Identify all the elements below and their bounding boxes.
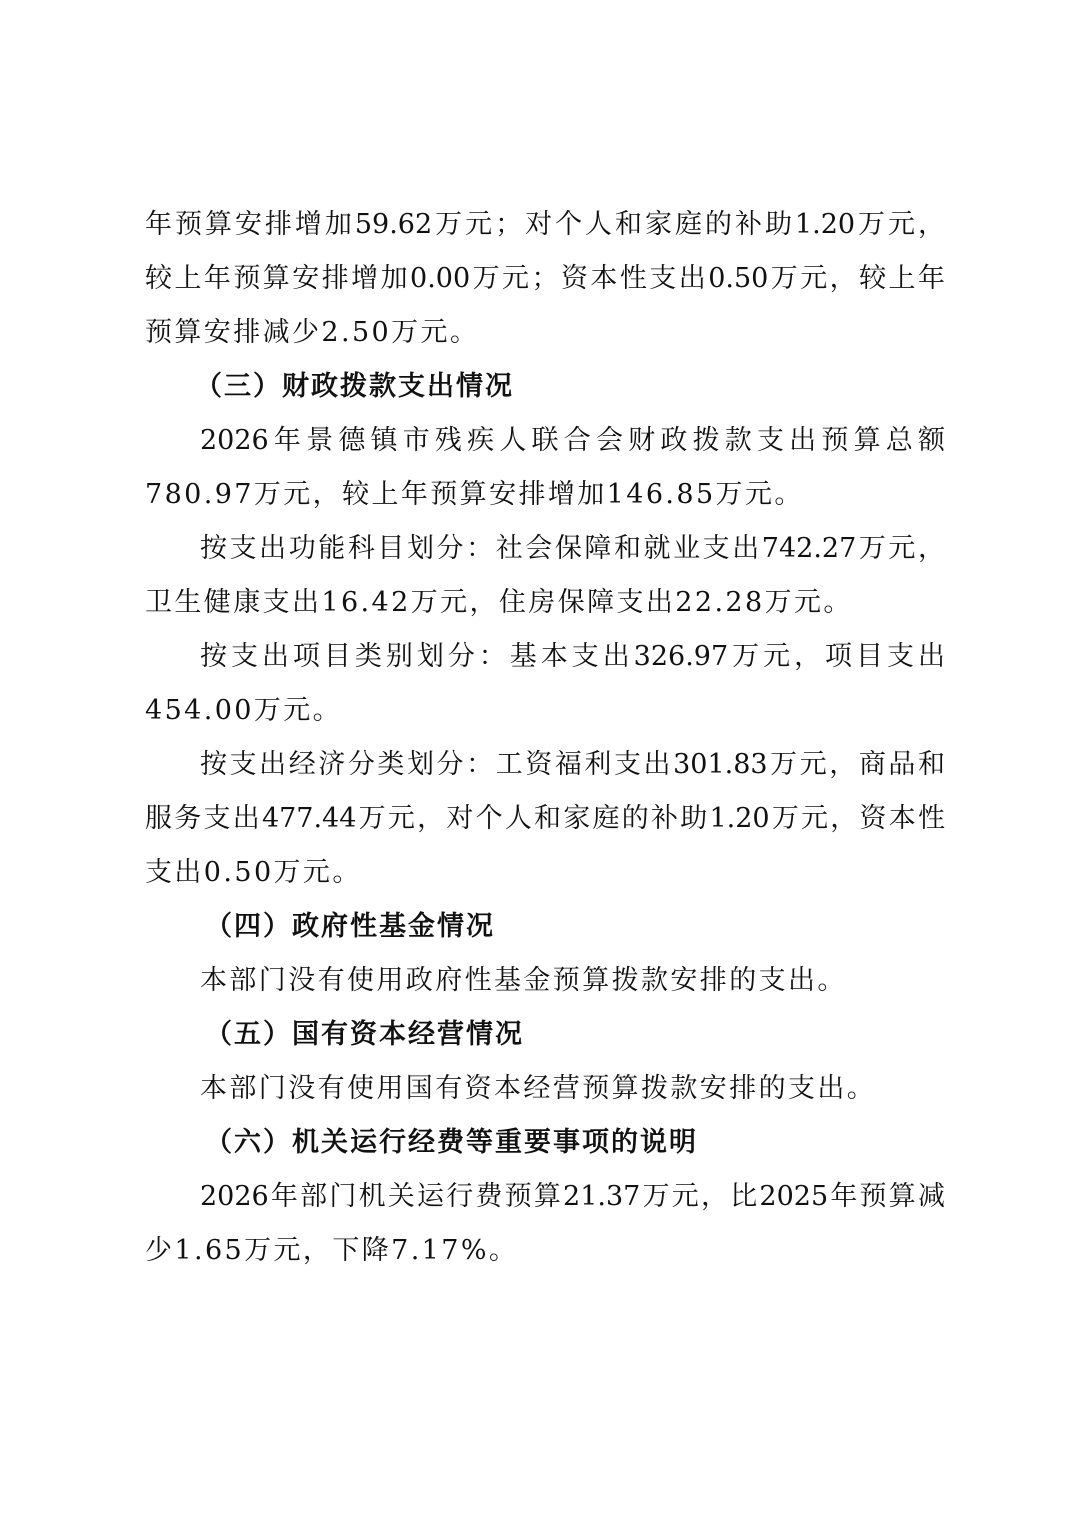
paragraph-line: 2026年部门机关运行费预算21.37万元，比2025年预算减 (200, 1181, 945, 1212)
paragraph-line: 预算安排减少2.50万元。 (145, 317, 480, 348)
paragraph-line: 按支出经济分类划分：工资福利支出301.83万元，商品和 (200, 749, 945, 780)
paragraph-line: 服务支出477.44万元，对个人和家庭的补助1.20万元，资本性 (145, 803, 945, 834)
section-heading-3: （三）财政拨款支出情况 (195, 371, 514, 402)
paragraph-line: 少1.65万元，下降7.17%。 (145, 1235, 519, 1266)
paragraph-line: 卫生健康支出16.42万元，住房保障支出22.28万元。 (145, 587, 853, 618)
paragraph-line: 较上年预算安排增加0.00万元；资本性支出0.50万元，较上年 (145, 263, 945, 294)
section-heading-5: （五）国有资本经营情况 (205, 1019, 524, 1050)
paragraph-line: 2026年景德镇市残疾人联合会财政拨款支出预算总额 (200, 425, 945, 456)
paragraph-line: 454.00万元。 (145, 695, 343, 726)
section-heading-6: （六）机关运行经费等重要事项的说明 (205, 1127, 698, 1158)
paragraph-line: 年预算安排增加59.62万元；对个人和家庭的补助1.20万元， (145, 209, 945, 240)
paragraph-line: 本部门没有使用政府性基金预算拨款安排的支出。 (200, 965, 847, 996)
paragraph-line: 支出0.50万元。 (145, 857, 362, 888)
paragraph-line: 按支出项目类别划分：基本支出326.97万元，项目支出 (200, 641, 945, 672)
paragraph-line: 本部门没有使用国有资本经营预算拨款安排的支出。 (200, 1073, 877, 1104)
section-heading-4: （四）政府性基金情况 (205, 911, 495, 942)
paragraph-line: 按支出功能科目划分：社会保障和就业支出742.27万元， (200, 533, 945, 564)
paragraph-line: 780.97万元，较上年预算安排增加146.85万元。 (145, 479, 804, 510)
